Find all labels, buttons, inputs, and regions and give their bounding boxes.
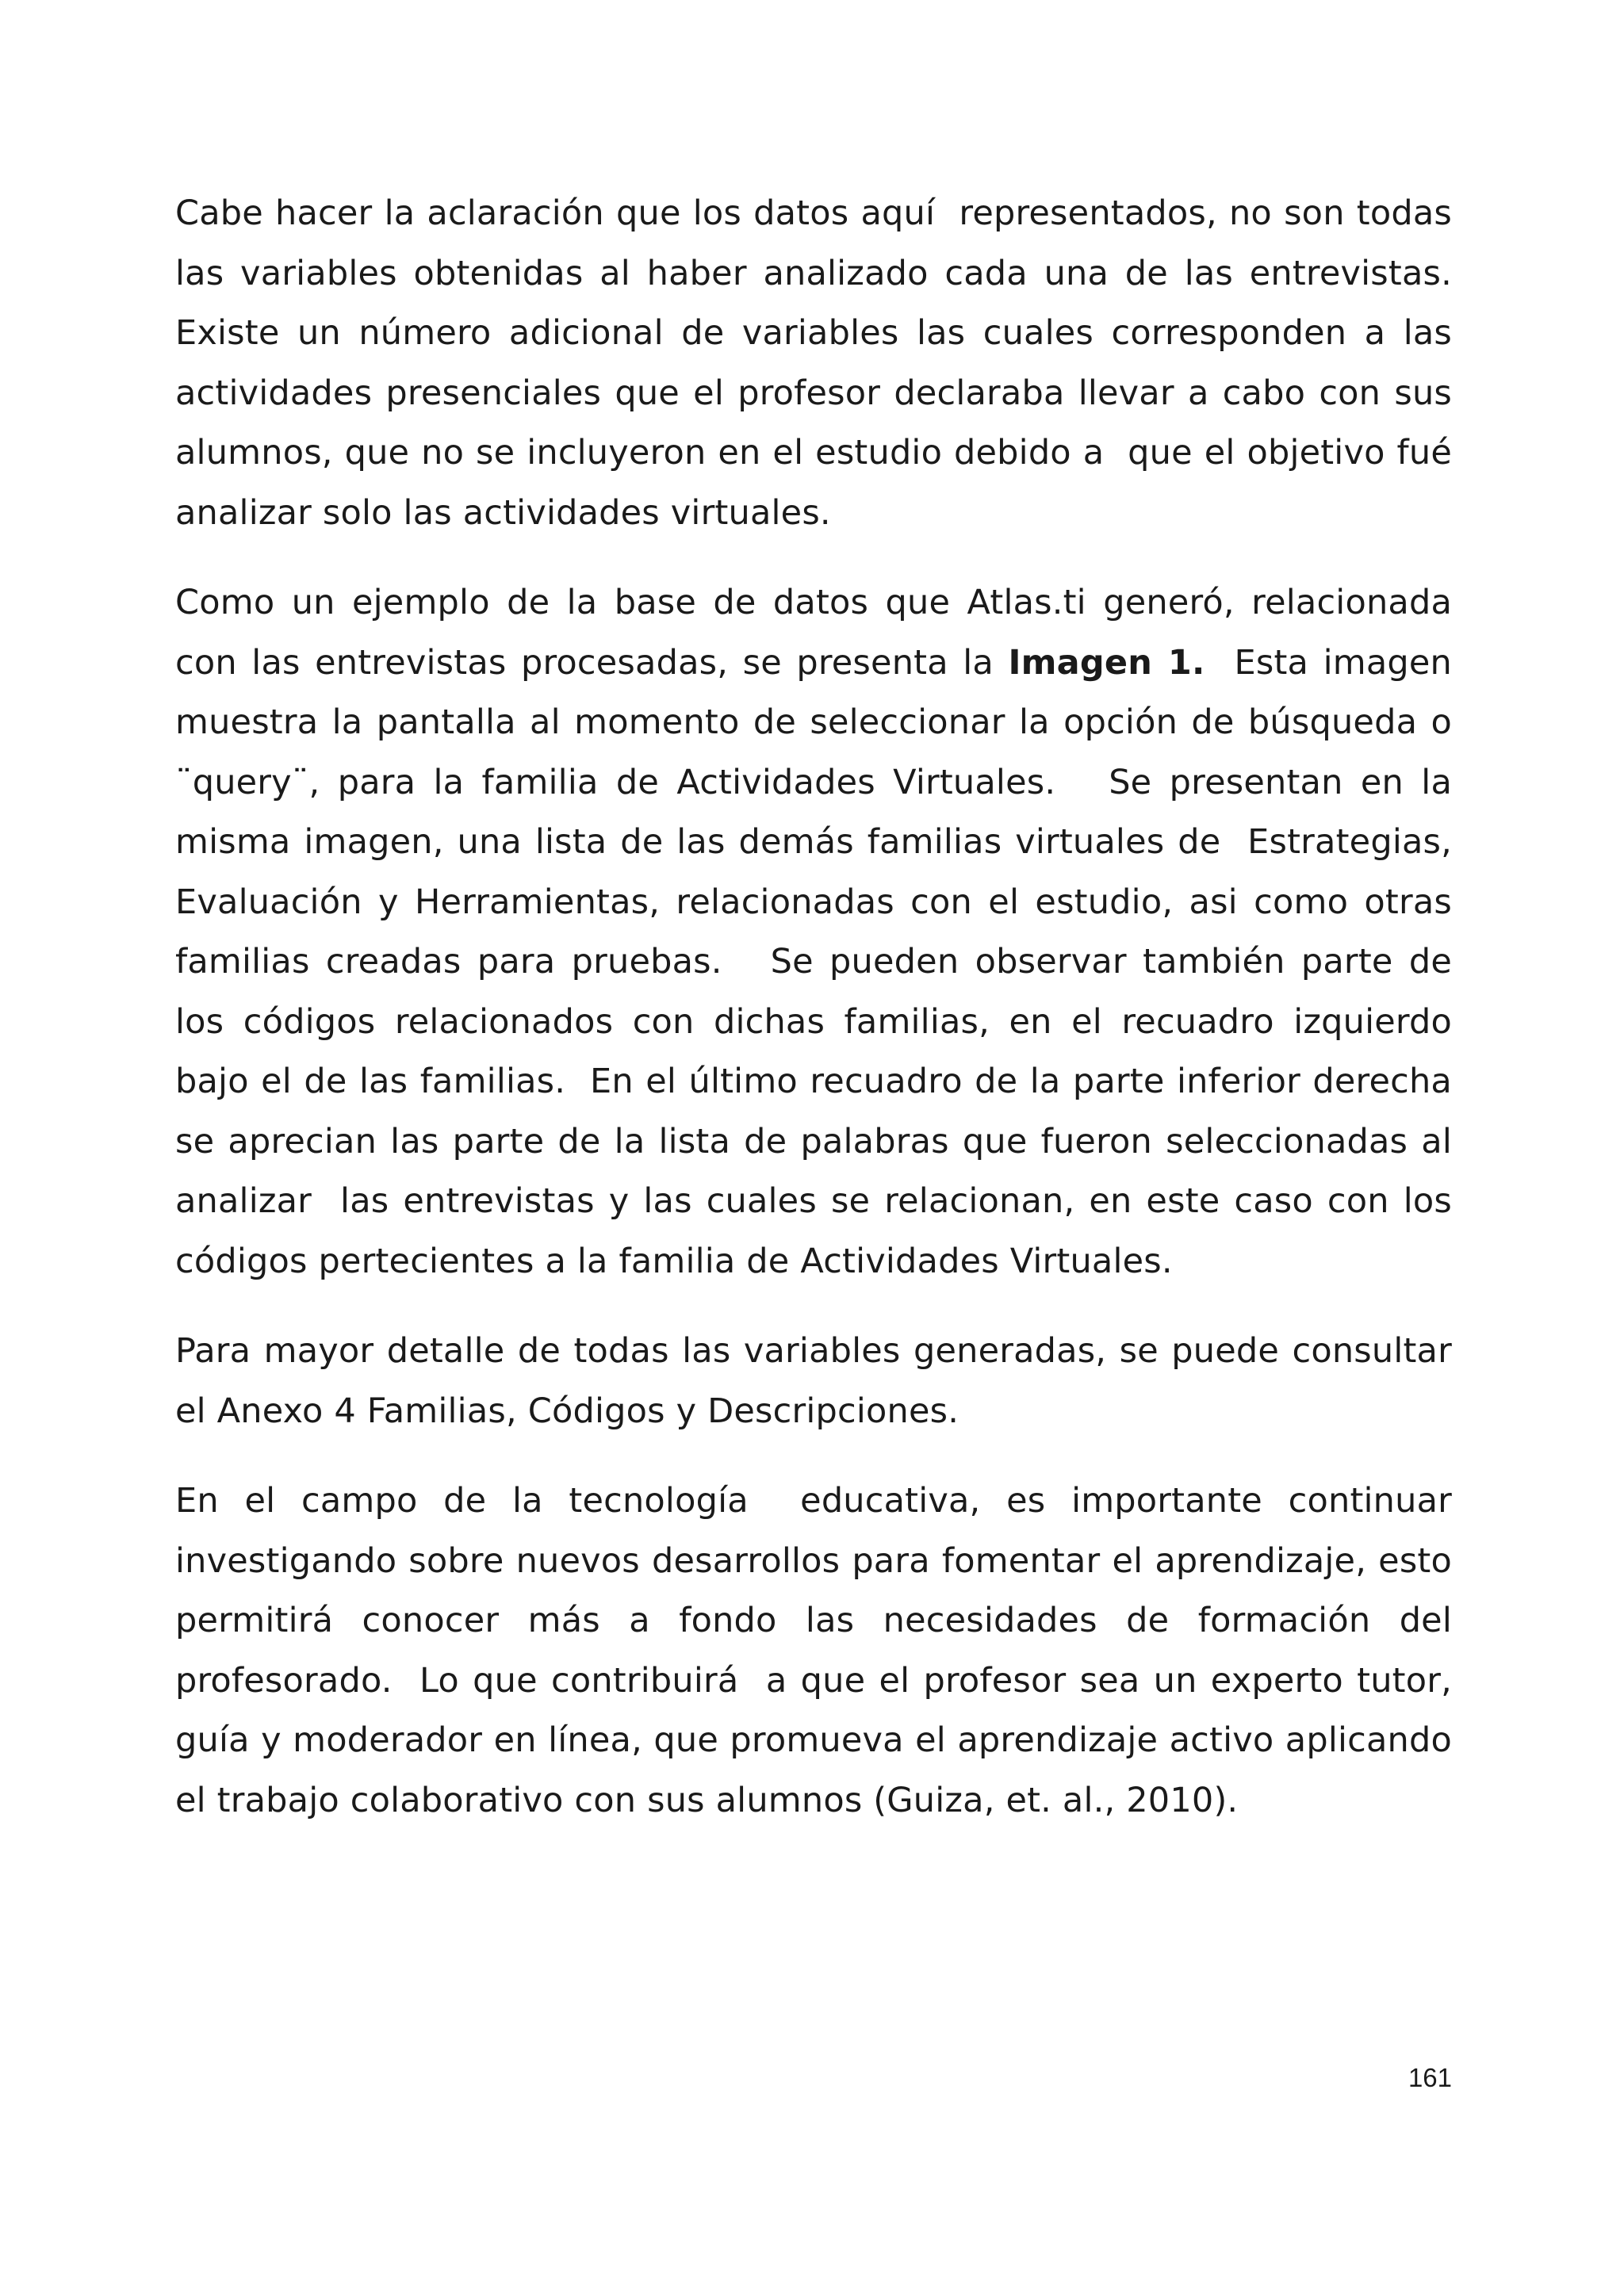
paragraph-atlas-example (175, 573, 1463, 1292)
paragraph-atlas-example-intro: Como un ejemplo de la base de datos que Atlas.ti generó, relacionada con las entrevistas procesadas, se presenta la (175, 583, 1463, 683)
page-number: 161 (1408, 2063, 1452, 2092)
paragraph-educational-technology: En el campo de la tecnología educativa, es importante continuar investigando sobre nuevos desarrollos para fomentar el aprendizaje, esto permitirá conocer más a fondo las necesidades de formación del profesorado. Lo que contribuirá a que el profesor sea un experto tutor, guía y moderador en línea, que promueva el aprendizaje activo aplicando el trabajo colaborativo con sus alumnos (Guiza, et. al., 2010). (175, 1481, 1463, 1820)
document-page (175, 184, 1474, 1861)
paragraph-annex-reference: Para mayor detalle de todas las variables generadas, se puede consultar el Anexo 4 Familias, Códigos y Descripciones. (175, 1331, 1474, 1431)
paragraph-data-clarification: Cabe hacer la aclaración que los datos aquí representados, no son todas las variables obtenidas al haber analizado cada una de las entrevistas. Existe un número adicional de variables las cuales corresponden a las actividades presenciales que el profesor declaraba llevar a cabo con sus alumnos, que no se incluyeron en el estudio debido a que el objetivo fué analizar solo las actividades virtuales. (175, 193, 1474, 533)
image-reference: Imagen 1. (1008, 642, 1205, 683)
paragraph-atlas-example-body: Esta imagen muestra la pantalla al momento de seleccionar la opción de búsqueda o ¨query¨, para la familia de Actividades Virtuales. Se presentan en la misma imagen, una lista de las demás familias virtuales de Estrategias, Evaluación y Herramientas, relacionadas con el estudio, asi como otras familias creadas para pruebas. Se pueden observar también parte de los códigos relacionados con dichas familias, en el recuadro izquierdo bajo el de las familias. En el último recuadro de la parte inferior derecha se aprecian las parte de la lista de palabras que fueron seleccionadas al analizar las entrevistas y las cuales se relacionan, en este caso con los códigos pertecientes a la familia de Actividades Virtuales. (175, 642, 1463, 1281)
